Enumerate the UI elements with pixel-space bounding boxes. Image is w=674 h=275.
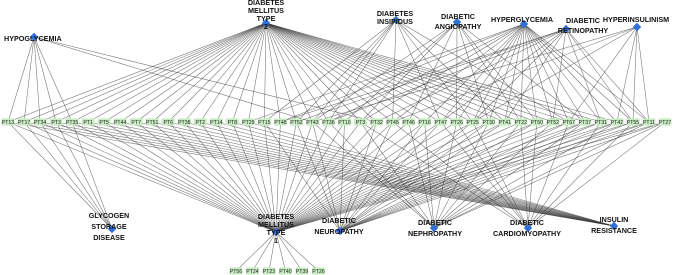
node-layer: [2, 0, 672, 275]
disease-node-cardio[interactable]: [493, 218, 561, 238]
patient-node-pt48[interactable]: [274, 118, 287, 126]
edge-hypo-pt17: [24, 37, 34, 122]
patient-node-pt47[interactable]: [434, 118, 447, 126]
patient-label: PT11: [642, 119, 655, 126]
patient-label: PT14: [210, 119, 223, 126]
patient-node-pt27[interactable]: [659, 118, 672, 126]
disease-node-insip[interactable]: [377, 9, 414, 26]
patient-label: PT25: [466, 119, 479, 126]
patient-label: PT51: [146, 119, 159, 126]
patient-label: PT1: [83, 119, 93, 126]
edge-dm1-pt26b: [276, 232, 319, 271]
edge-retino-pt52b: [553, 29, 566, 122]
patient-label: PT50: [530, 119, 544, 126]
patient-label: PT17: [17, 119, 31, 126]
disease-label-line: DISEASE: [93, 233, 125, 242]
disease-label-line: RETINOPATHY: [557, 26, 609, 35]
disease-label-line: DIABETIC: [418, 218, 452, 227]
disease-label-line: DIABETIC: [566, 16, 600, 25]
patient-node-pt42[interactable]: [610, 118, 623, 126]
patient-node-pt29[interactable]: [242, 118, 255, 126]
patient-label: PT55: [626, 119, 640, 126]
patient-label: PT34: [33, 119, 47, 126]
patient-label: PT29: [242, 119, 255, 126]
edge-dm2-pt5: [104, 23, 266, 122]
patient-label: PT26: [450, 119, 463, 126]
patient-node-pt10[interactable]: [338, 118, 351, 126]
patient-label: PT38: [178, 119, 191, 126]
disease-label-line: DIABETIC: [441, 12, 475, 21]
disease-marker: [633, 23, 641, 31]
patient-node-pt35[interactable]: [66, 118, 79, 126]
disease-label-line: MELLITUS: [248, 6, 284, 15]
patient-node-pt38[interactable]: [178, 118, 191, 126]
patient-node-pt30[interactable]: [482, 118, 495, 126]
disease-label-line: DIABETES: [376, 9, 414, 18]
patient-node-pt26[interactable]: [450, 118, 463, 126]
disease-label-line: DIABETIC: [322, 216, 356, 225]
patient-label: PT16: [418, 119, 431, 126]
patient-node-pt3[interactable]: [50, 118, 63, 126]
patient-label: PT26: [312, 268, 325, 275]
disease-label-line: HYPERINSULINISM: [602, 15, 670, 24]
edge-insip-pt47: [396, 20, 441, 122]
patient-node-pt6[interactable]: [162, 118, 175, 126]
edge-hyper-pt45: [393, 24, 524, 122]
patient-label: PT56: [229, 268, 243, 275]
edge-dm2-pt15: [264, 23, 266, 122]
patient-node-pt11[interactable]: [642, 118, 655, 126]
patient-label: PT39: [295, 268, 309, 275]
edge-dm2-pt7: [136, 23, 266, 122]
edge-dm2-pt38: [184, 23, 266, 122]
edge-dm1-pt39: [276, 232, 302, 271]
patient-node-pt50[interactable]: [530, 118, 543, 126]
patient-label: PT43: [306, 119, 319, 126]
patient-label: PT6: [163, 119, 174, 126]
disease-label-line: MELLITUS: [258, 220, 294, 229]
patient-node-pt32[interactable]: [370, 118, 383, 126]
edge-dm2-pt45: [266, 23, 393, 122]
edge-dm2-pt44: [120, 23, 266, 122]
patient-node-pt52b[interactable]: [546, 118, 559, 126]
patient-node-pt33[interactable]: [354, 118, 367, 126]
patient-label: PT30: [482, 119, 495, 126]
disease-label-line: DIABETIC: [510, 218, 544, 227]
edge-dm2-pt14: [216, 23, 266, 122]
patient-label: PT47: [434, 119, 447, 126]
edge-hyper-pt26: [457, 24, 524, 122]
patient-label: PT37: [578, 119, 592, 126]
edge-hyperins-pt11: [637, 27, 649, 122]
disease-node-insres[interactable]: [591, 215, 637, 235]
disease-label-line: CARDIOMYOPATHY: [492, 229, 562, 238]
patient-label: PT46: [402, 119, 415, 126]
patient-label: PT31: [594, 119, 608, 126]
disease-node-nephro[interactable]: [408, 218, 462, 238]
disease-label-line: DIABETES: [247, 0, 285, 7]
patient-label: PT45: [386, 119, 399, 126]
disease-label-line: INSULIN: [599, 215, 629, 224]
patient-label: PT44: [113, 119, 127, 126]
disease-label-line: TYPE: [266, 228, 286, 237]
disease-label-line: NEPHROPATHY: [407, 229, 463, 238]
patient-node-pt5[interactable]: [98, 118, 111, 126]
patient-node-pt56[interactable]: [230, 267, 243, 275]
patient-label: PT10: [338, 119, 351, 126]
disease-label-line: TYPE: [256, 14, 276, 23]
patient-node-pt1[interactable]: [82, 118, 95, 126]
disease-node-angio[interactable]: [435, 12, 482, 31]
edge-retino-pt47: [441, 29, 566, 122]
patient-node-pt51[interactable]: [146, 118, 159, 126]
edge-hyper-pt11: [524, 24, 649, 122]
patient-label: PT8: [227, 119, 238, 126]
patient-label: PT35: [65, 119, 79, 126]
patient-node-pt67[interactable]: [562, 118, 575, 126]
edge-cardio-pt26: [457, 119, 528, 228]
patient-label: PT40: [279, 268, 292, 275]
disease-node-dm2[interactable]: [248, 0, 285, 31]
disease-label-line: ANGIOPATHY: [434, 22, 482, 31]
patient-node-pt43[interactable]: [306, 118, 319, 126]
patient-label: PT2: [195, 119, 206, 126]
patient-node-pt36[interactable]: [322, 118, 335, 126]
patient-label: PT3: [51, 119, 61, 126]
patient-label: PT67: [562, 119, 576, 126]
edge-hyper-pt16: [425, 24, 524, 122]
patient-label: PT41: [498, 119, 511, 126]
patient-label: PT48: [274, 119, 287, 126]
patient-label: PT52: [290, 119, 303, 126]
disease-label-line: 2: [264, 22, 268, 31]
patient-label: PT27: [658, 119, 672, 126]
patient-label: PT22: [514, 119, 527, 126]
patient-node-pt22[interactable]: [514, 118, 527, 126]
patient-node-pt25[interactable]: [466, 118, 479, 126]
disease-node-dm1[interactable]: [258, 212, 295, 245]
patient-node-pt31[interactable]: [594, 118, 607, 126]
disease-label-line: STORAGE: [91, 222, 127, 231]
edge-hypo-pt13: [8, 37, 34, 122]
edge-dm2-pt2: [200, 23, 266, 122]
disease-label-line: NEUROPATHY: [314, 227, 364, 236]
edge-hyper-pt36: [328, 24, 524, 122]
edge-insip-pt67: [396, 20, 569, 122]
edge-hyper-pt50: [524, 24, 537, 122]
patient-label: PT13: [1, 119, 15, 126]
patient-node-pt52[interactable]: [290, 118, 303, 126]
disease-node-retino[interactable]: [558, 16, 609, 35]
disease-label-line: INSIPIDUS: [377, 17, 413, 26]
patient-node-pt26b[interactable]: [312, 267, 325, 275]
patient-node-pt17[interactable]: [18, 118, 31, 126]
disease-node-glycogen[interactable]: [89, 211, 129, 242]
patient-label: PT7: [131, 119, 141, 126]
patient-label: PT36: [322, 119, 335, 126]
patient-node-pt7[interactable]: [130, 118, 143, 126]
patient-node-pt40[interactable]: [279, 267, 292, 275]
edge-dm2-pt6: [168, 23, 266, 122]
disease-label-line: 1: [274, 236, 278, 245]
patient-node-pt16[interactable]: [418, 118, 431, 126]
patient-node-pt45[interactable]: [386, 118, 399, 126]
edge-insip-pt43: [312, 20, 396, 122]
patient-node-pt23[interactable]: [263, 267, 276, 275]
edge-hypo-pt35: [34, 37, 72, 122]
patient-node-pt2[interactable]: [194, 118, 207, 126]
disease-label-line: RESISTANCE: [591, 226, 637, 235]
disease-label-line: HYPERGLYCEMIA: [490, 15, 554, 24]
patient-node-pt37[interactable]: [578, 118, 591, 126]
patient-node-pt24[interactable]: [246, 267, 259, 275]
patient-node-pt39[interactable]: [296, 267, 309, 275]
edge-dm2-pt3: [56, 23, 266, 122]
edge-dm2-pt1: [88, 23, 266, 122]
patient-node-pt13[interactable]: [2, 118, 15, 126]
edge-hypo-pt34: [34, 37, 40, 122]
patient-label: PT15: [258, 119, 271, 126]
disease-label-line: GLYCOGEN: [88, 211, 130, 220]
patient-node-pt55[interactable]: [626, 118, 639, 126]
patient-node-pt44[interactable]: [114, 118, 127, 126]
patient-label: PT23: [262, 268, 276, 275]
disease-node-hyperins[interactable]: [603, 15, 669, 31]
disease-label-line: HYPOGLYCEMIA: [4, 34, 62, 43]
patient-label: PT5: [99, 119, 109, 126]
patient-label: PT24: [246, 268, 259, 275]
patient-label: PT42: [610, 119, 624, 126]
patient-node-pt46[interactable]: [402, 118, 415, 126]
edge-insip-pt45: [393, 20, 396, 122]
patient-node-pt41[interactable]: [498, 118, 511, 126]
patient-label: PT52: [546, 119, 560, 126]
patient-node-pt8[interactable]: [226, 118, 239, 126]
disease-node-hypo[interactable]: [4, 33, 62, 43]
edge-dm2-pt32: [266, 23, 377, 122]
patient-node-pt14[interactable]: [210, 118, 223, 126]
patient-label: PT3: [355, 119, 366, 126]
edge-cardio-pt25: [473, 119, 528, 228]
disease-label-line: DIABETES: [257, 212, 295, 221]
patient-node-pt15[interactable]: [258, 118, 271, 126]
edge-cardio-pt47: [441, 119, 528, 228]
edge-hyper-pt37: [524, 24, 585, 122]
patient-label: PT32: [370, 119, 383, 126]
edge-dm2-pt34: [40, 23, 266, 122]
edge-retino-pt36: [328, 29, 566, 122]
patient-node-pt34[interactable]: [34, 118, 47, 126]
